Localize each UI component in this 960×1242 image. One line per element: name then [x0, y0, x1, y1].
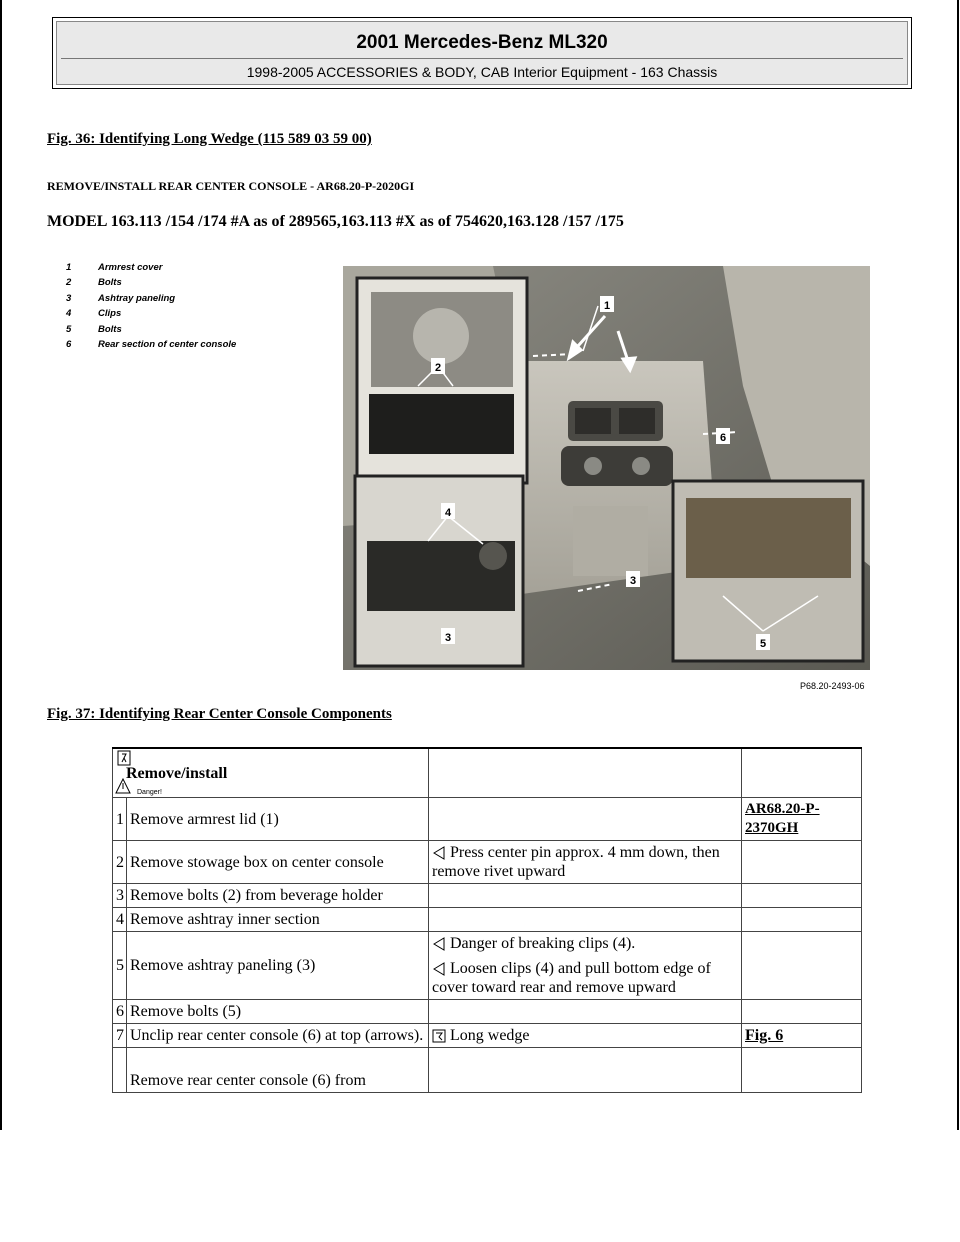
remove-install-heading: Remove/install [126, 765, 228, 782]
legend-item: 6 Rear section of center console [66, 338, 237, 350]
table-row: 3 Remove bolts (2) from beverage holder [113, 884, 862, 908]
note-icon [432, 937, 446, 951]
console-photo-drawing [343, 266, 870, 670]
fig37-caption-link[interactable]: Fig. 37: Identifying Rear Center Console Components [47, 706, 392, 722]
model-line: MODEL 163.113 /154 /174 #A as of 289565,163.113 #X as of 754620,163.128 /157 /175 [47, 213, 624, 230]
console-photo [343, 266, 870, 670]
header-subtitle: 1998-2005 ACCESSORIES & BODY, CAB Interior Equipment - 163 Chassis [246, 64, 718, 80]
callout-label: 6 [719, 432, 727, 444]
callout-label: 4 [444, 507, 452, 519]
callout-label: 3 [629, 575, 637, 587]
danger-cell [113, 749, 428, 797]
figure-id: P68.20-2493-06 [800, 681, 865, 691]
callout-label: 2 [434, 362, 442, 374]
legend-item: 1 Armrest cover [66, 262, 163, 273]
fig36-caption-link[interactable]: Fig. 36: Identifying Long Wedge (115 589 03 59 00) [47, 131, 372, 147]
legend-item: 5 Bolts [66, 323, 122, 335]
callout-label: 3 [444, 632, 452, 644]
note-icon [432, 846, 446, 860]
page-header-panel [56, 21, 908, 85]
header-divider [61, 58, 903, 59]
section-title: REMOVE/INSTALL REAR CENTER CONSOLE - AR68.20-P-2020GI [47, 179, 415, 193]
table-row: 2 Remove stowage box on center console Press center pin approx. 4 mm down, then remove rivet upward [113, 841, 862, 884]
table-row: Remove rear center console (6) from [113, 1048, 862, 1093]
table-row: 4 Remove ashtray inner section [113, 908, 862, 932]
table-row: 7 Unclip rear center console (6) at top (arrows). Long wedge Fig. 6 [113, 1024, 862, 1048]
note-icon [432, 962, 446, 976]
legend-item: 2 Bolts [66, 277, 122, 289]
tool-icon [432, 1029, 446, 1043]
table-header-row [113, 748, 862, 798]
page-frame-right [957, 0, 959, 1130]
page-frame-left [0, 0, 2, 1130]
procedure-table [112, 747, 862, 1093]
table-row: 5 Remove ashtray paneling (3) Danger of breaking clips (4). Loosen clips (4) and pull bottom edge of cover toward rear and remove upward [113, 932, 862, 1000]
page-header [52, 17, 912, 89]
header-title: 2001 Mercedes-Benz ML320 [356, 32, 608, 53]
callout-label: 1 [603, 300, 611, 312]
table-row: 1 Remove armrest lid (1) AR68.20-P-2370GH [113, 798, 862, 841]
legend-item: 4 Clips [66, 308, 122, 320]
callout-label: 5 [759, 638, 767, 650]
legend-item: 3 Ashtray paneling [66, 292, 176, 304]
ref-link[interactable]: AR68.20-P-2370GH [742, 798, 862, 841]
ref-link[interactable]: Fig. 6 [742, 1024, 862, 1048]
danger-label: Danger! [137, 789, 162, 796]
figure-legend [66, 262, 236, 354]
table-row: 6 Remove bolts (5) [113, 1000, 862, 1024]
